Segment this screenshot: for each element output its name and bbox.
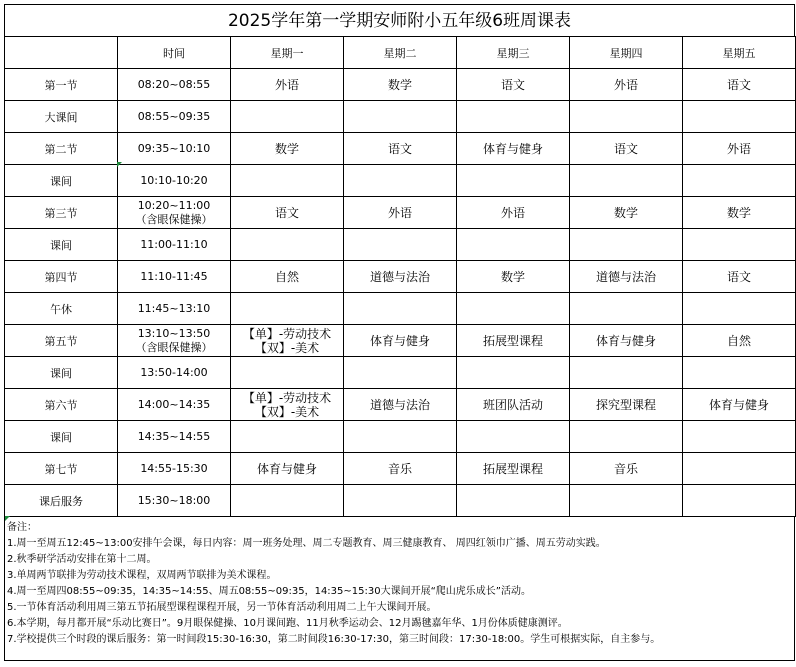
course-name: 道德与法治	[369, 397, 430, 412]
course-name: 探究型课程	[595, 397, 656, 412]
course-cell	[570, 229, 683, 261]
period-time: 14:00~14:35	[137, 397, 211, 411]
schedule-row	[5, 453, 796, 485]
course-cell	[231, 229, 344, 261]
timetable-grid	[4, 36, 796, 517]
course-cell	[570, 293, 683, 325]
schedule-row	[5, 261, 796, 293]
header-day-mon: 星期一	[231, 37, 344, 69]
period-time: 11:10-11:45	[140, 269, 208, 283]
course-cell	[344, 357, 457, 389]
period-time: 14:55-15:30	[140, 461, 208, 475]
period-name: 午休	[5, 293, 118, 325]
course-cell	[457, 229, 570, 261]
period-time: 15:30~18:00	[137, 493, 211, 507]
course-cell	[344, 69, 457, 101]
course-cell	[683, 197, 796, 229]
course-cell	[231, 101, 344, 133]
course-cell	[231, 421, 344, 453]
period-name: 第五节	[5, 325, 118, 357]
header-day-wed: 星期三	[457, 37, 570, 69]
header-day-thu: 星期四	[570, 37, 683, 69]
course-cell	[683, 229, 796, 261]
period-time-cell	[118, 389, 231, 421]
course-name: 外语	[726, 141, 751, 156]
course-cell	[344, 197, 457, 229]
course-cell	[457, 165, 570, 197]
course-name: 数学	[726, 205, 751, 220]
period-name: 第七节	[5, 453, 118, 485]
course-cell	[570, 485, 683, 517]
period-time: 10:10-10:20	[140, 173, 208, 187]
course-name: 数学	[387, 77, 412, 92]
period-time-cell	[118, 165, 231, 197]
header-day-tue: 星期二	[344, 37, 457, 69]
period-time-cell	[118, 69, 231, 101]
course-cell	[570, 101, 683, 133]
course-name: 外语	[387, 205, 412, 220]
schedule-row	[5, 229, 796, 261]
course-name: 体育与健身	[256, 461, 317, 476]
note-line: 7.学校提供三个时段的课后服务：第一时间段15:30-16:30，第二时间段16:30-17:30，第三时间段：17:30-18:00。学生可根据实际，自主参与。	[7, 634, 661, 645]
period-time: 09:35~10:10	[137, 141, 211, 155]
course-name: 【单】-劳动技术	[242, 326, 332, 341]
course-cell	[344, 261, 457, 293]
course-name: 道德与法治	[595, 269, 656, 284]
cell-marker-triangle	[117, 162, 122, 167]
note-line: 2.秋季研学活动安排在第十二周。	[7, 554, 157, 565]
period-time: （含眼保健操）	[135, 340, 213, 354]
course-name: 外语	[500, 205, 525, 220]
course-name: 数学	[500, 269, 525, 284]
period-name: 课间	[5, 421, 118, 453]
course-name: 语文	[726, 77, 751, 92]
header-day-fri: 星期五	[683, 37, 796, 69]
course-cell	[457, 133, 570, 165]
period-time-cell	[118, 101, 231, 133]
course-cell	[457, 485, 570, 517]
schedule-row	[5, 197, 796, 229]
course-cell	[231, 69, 344, 101]
course-cell	[344, 293, 457, 325]
period-time-cell	[118, 229, 231, 261]
course-name: 【单】-劳动技术	[242, 390, 332, 405]
course-cell	[231, 389, 344, 421]
schedule-row	[5, 485, 796, 517]
timetable-sheet	[4, 4, 795, 661]
course-name: 语文	[274, 205, 299, 220]
course-name: 自然	[726, 333, 751, 348]
period-time-cell	[118, 421, 231, 453]
period-name: 第一节	[5, 69, 118, 101]
course-cell	[683, 101, 796, 133]
course-cell	[344, 389, 457, 421]
period-name: 课间	[5, 229, 118, 261]
period-time-cell	[118, 197, 231, 229]
period-time: 08:20~08:55	[137, 77, 211, 91]
course-cell	[683, 133, 796, 165]
notes-heading: 备注：	[7, 522, 37, 533]
course-cell	[231, 133, 344, 165]
course-cell	[683, 421, 796, 453]
course-cell	[570, 133, 683, 165]
schedule-row	[5, 101, 796, 133]
period-time: 11:45~13:10	[137, 301, 211, 315]
course-name: 体育与健身	[482, 141, 543, 156]
course-cell	[570, 261, 683, 293]
course-cell	[683, 69, 796, 101]
course-cell	[344, 453, 457, 485]
course-name: 数学	[613, 205, 638, 220]
period-time-cell	[118, 357, 231, 389]
header-time: 时间	[118, 37, 231, 69]
period-name: 课间	[5, 357, 118, 389]
course-cell	[457, 453, 570, 485]
period-time: 13:50-14:00	[140, 365, 208, 379]
period-time-cell	[118, 485, 231, 517]
note-line: 4.周一至周四08:55~09:35，14:35~14:55、周五08:55~09:35，14:35~15:30大课间开展“爬山虎乐成长”活动。	[7, 586, 531, 597]
course-name: 数学	[274, 141, 299, 156]
course-cell	[457, 389, 570, 421]
course-cell	[457, 325, 570, 357]
period-time: 14:35~14:55	[137, 429, 211, 443]
period-name: 课后服务	[5, 485, 118, 517]
schedule-row	[5, 357, 796, 389]
course-name: 自然	[274, 269, 299, 284]
course-cell	[457, 261, 570, 293]
schedule-row	[5, 133, 796, 165]
course-cell	[570, 165, 683, 197]
course-cell	[457, 421, 570, 453]
period-time-cell	[118, 261, 231, 293]
course-name: 体育与健身	[369, 333, 430, 348]
course-name: 班团队活动	[482, 397, 543, 412]
course-name: 音乐	[387, 461, 412, 476]
course-name: 语文	[613, 141, 638, 156]
course-cell	[570, 421, 683, 453]
course-cell	[344, 229, 457, 261]
course-name: 音乐	[613, 461, 638, 476]
course-cell	[683, 389, 796, 421]
note-line: 3.单周两节联排为劳动技术课程，双周两节联排为美术课程。	[7, 570, 277, 581]
course-cell	[570, 357, 683, 389]
course-cell	[231, 293, 344, 325]
course-cell	[683, 293, 796, 325]
course-cell	[231, 261, 344, 293]
header-blank-cell	[5, 37, 118, 69]
course-cell	[344, 325, 457, 357]
course-cell	[570, 325, 683, 357]
course-cell	[344, 485, 457, 517]
course-name: 拓展型课程	[482, 333, 543, 348]
course-cell	[231, 325, 344, 357]
course-name: 【双】-美术	[254, 340, 320, 355]
course-cell	[683, 453, 796, 485]
course-cell	[683, 357, 796, 389]
course-cell	[570, 453, 683, 485]
note-line: 1.周一至周五12:45~13:00安排午会课，每日内容：周一班务处理、周二专题教育、周三健康教育、 周四红领巾广播、周五劳动实践。	[7, 538, 606, 549]
period-time-cell	[118, 133, 231, 165]
period-name: 第四节	[5, 261, 118, 293]
course-cell	[344, 421, 457, 453]
course-cell	[457, 293, 570, 325]
course-cell	[231, 197, 344, 229]
course-cell	[231, 453, 344, 485]
course-cell	[344, 165, 457, 197]
course-cell	[570, 197, 683, 229]
course-cell	[344, 101, 457, 133]
course-name: 外语	[274, 77, 299, 92]
period-name: 第二节	[5, 133, 118, 165]
course-name: 外语	[613, 77, 638, 92]
timetable-title: 2025学年第一学期安师附小五年级6班周课表	[4, 4, 795, 36]
period-name: 第六节	[5, 389, 118, 421]
course-cell	[457, 101, 570, 133]
course-name: 【双】-美术	[254, 404, 320, 419]
course-cell	[683, 485, 796, 517]
period-time-cell	[118, 325, 231, 357]
schedule-row	[5, 421, 796, 453]
period-name: 第三节	[5, 197, 118, 229]
header-row	[5, 37, 796, 69]
period-time: （含眼保健操）	[135, 212, 213, 226]
course-cell	[231, 357, 344, 389]
period-time-cell	[118, 453, 231, 485]
course-cell	[231, 165, 344, 197]
course-name: 道德与法治	[369, 269, 430, 284]
period-time: 10:20~11:00	[137, 198, 211, 212]
course-name: 体育与健身	[708, 397, 769, 412]
schedule-row	[5, 69, 796, 101]
note-line: 6.本学期，每月都开展“乐动比赛日”。9月眼保健操、10月课间跑、11月秋季运动会、12月踢毽嘉年华、1月份体质健康测评。	[7, 618, 568, 629]
notes-section	[4, 517, 795, 661]
period-name: 课间	[5, 165, 118, 197]
course-name: 拓展型课程	[482, 461, 543, 476]
note-line: 5.一节体育活动利用周三第五节拓展型课程课程开展，另一节体育活动利用周二上午大课间开展。	[7, 602, 437, 613]
course-cell	[231, 485, 344, 517]
course-cell	[457, 357, 570, 389]
course-cell	[457, 69, 570, 101]
course-name: 语文	[387, 141, 412, 156]
schedule-row	[5, 293, 796, 325]
course-cell	[570, 389, 683, 421]
schedule-row	[5, 165, 796, 197]
course-cell	[457, 197, 570, 229]
course-name: 语文	[726, 269, 751, 284]
period-time-cell	[118, 293, 231, 325]
cell-marker-triangle	[5, 516, 10, 521]
course-name: 语文	[500, 77, 525, 92]
period-time: 11:00-11:10	[140, 237, 208, 251]
course-cell	[344, 133, 457, 165]
course-name: 体育与健身	[595, 333, 656, 348]
period-name: 大课间	[5, 101, 118, 133]
course-cell	[570, 69, 683, 101]
schedule-row	[5, 325, 796, 357]
period-time: 13:10~13:50	[137, 326, 211, 340]
course-cell	[683, 165, 796, 197]
schedule-row	[5, 389, 796, 421]
course-cell	[683, 261, 796, 293]
period-time: 08:55~09:35	[137, 109, 211, 123]
course-cell	[683, 325, 796, 357]
